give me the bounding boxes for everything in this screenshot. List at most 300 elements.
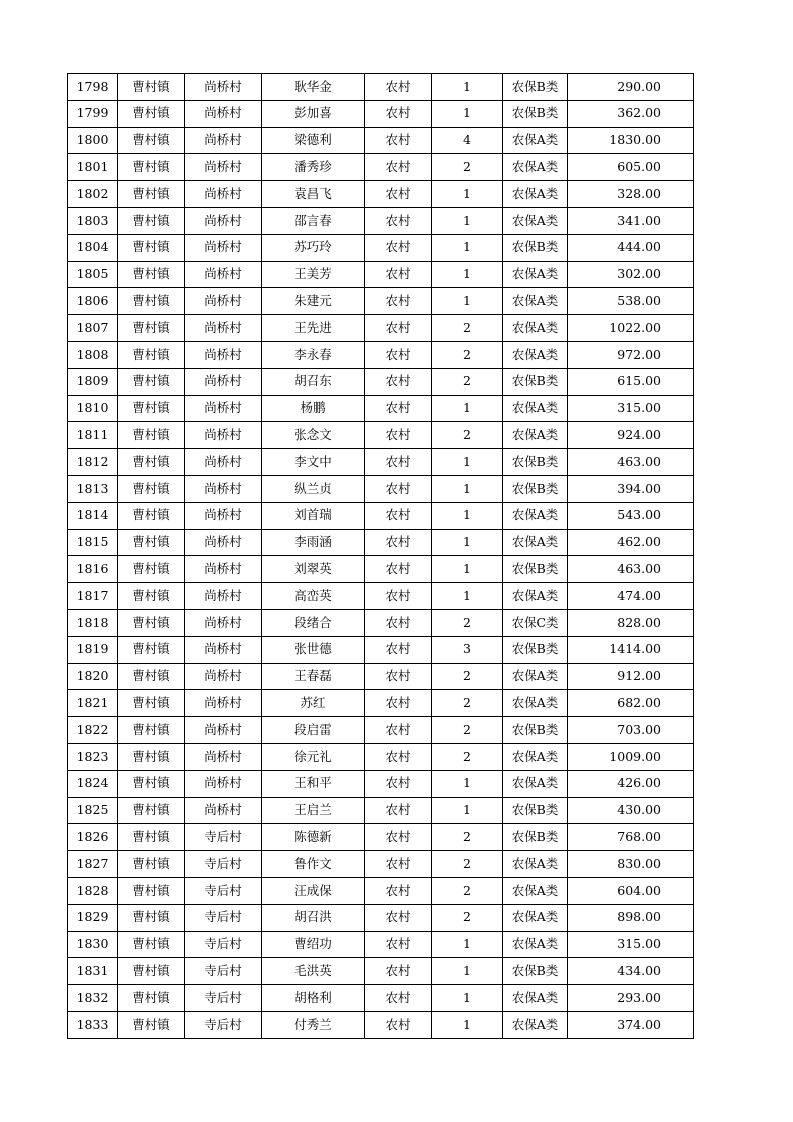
cell-person-name: 付秀兰 — [262, 1011, 365, 1038]
cell-serial-number: 1822 — [68, 717, 118, 744]
cell-insurance-category: 农保A类 — [503, 690, 568, 717]
cell-village: 尚桥村 — [185, 315, 262, 342]
cell-town: 曹村镇 — [118, 422, 185, 449]
cell-serial-number: 1826 — [68, 824, 118, 851]
cell-person-name: 王启兰 — [262, 797, 365, 824]
cell-household-type: 农村 — [365, 234, 432, 261]
cell-member-count: 2 — [432, 368, 503, 395]
cell-amount: 615.00 — [568, 368, 694, 395]
cell-member-count: 2 — [432, 609, 503, 636]
cell-insurance-category: 农保A类 — [503, 288, 568, 315]
cell-member-count: 2 — [432, 877, 503, 904]
cell-insurance-category: 农保A类 — [503, 207, 568, 234]
cell-person-name: 刘翠英 — [262, 556, 365, 583]
cell-serial-number: 1824 — [68, 770, 118, 797]
cell-insurance-category: 农保A类 — [503, 743, 568, 770]
cell-household-type: 农村 — [365, 1011, 432, 1038]
cell-insurance-category: 农保A类 — [503, 529, 568, 556]
cell-member-count: 2 — [432, 717, 503, 744]
cell-village: 尚桥村 — [185, 154, 262, 181]
cell-amount: 1009.00 — [568, 743, 694, 770]
cell-village: 尚桥村 — [185, 422, 262, 449]
cell-village: 尚桥村 — [185, 395, 262, 422]
cell-amount: 426.00 — [568, 770, 694, 797]
cell-insurance-category: 农保B类 — [503, 74, 568, 101]
cell-household-type: 农村 — [365, 100, 432, 127]
cell-household-type: 农村 — [365, 261, 432, 288]
cell-town: 曹村镇 — [118, 636, 185, 663]
table-row — [68, 904, 694, 931]
cell-person-name: 朱建元 — [262, 288, 365, 315]
cell-member-count: 3 — [432, 636, 503, 663]
cell-person-name: 胡格利 — [262, 985, 365, 1012]
cell-insurance-category: 农保B类 — [503, 717, 568, 744]
cell-insurance-category: 农保A类 — [503, 663, 568, 690]
cell-village: 尚桥村 — [185, 770, 262, 797]
cell-member-count: 1 — [432, 958, 503, 985]
cell-member-count: 1 — [432, 583, 503, 610]
cell-insurance-category: 农保A类 — [503, 904, 568, 931]
cell-person-name: 汪成保 — [262, 877, 365, 904]
cell-town: 曹村镇 — [118, 609, 185, 636]
table-row — [68, 797, 694, 824]
cell-person-name: 潘秀珍 — [262, 154, 365, 181]
cell-member-count: 2 — [432, 341, 503, 368]
cell-village: 寺后村 — [185, 851, 262, 878]
cell-village: 尚桥村 — [185, 529, 262, 556]
cell-person-name: 张世德 — [262, 636, 365, 663]
cell-person-name: 李永春 — [262, 341, 365, 368]
cell-household-type: 农村 — [365, 583, 432, 610]
cell-insurance-category: 农保B类 — [503, 449, 568, 476]
cell-village: 寺后村 — [185, 877, 262, 904]
cell-village: 寺后村 — [185, 1011, 262, 1038]
cell-person-name: 耿华金 — [262, 74, 365, 101]
cell-amount: 605.00 — [568, 154, 694, 181]
roster-body — [68, 74, 694, 1039]
cell-town: 曹村镇 — [118, 181, 185, 208]
cell-town: 曹村镇 — [118, 663, 185, 690]
cell-insurance-category: 农保C类 — [503, 609, 568, 636]
cell-serial-number: 1816 — [68, 556, 118, 583]
table-row — [68, 743, 694, 770]
cell-amount: 1414.00 — [568, 636, 694, 663]
cell-village: 尚桥村 — [185, 449, 262, 476]
cell-member-count: 1 — [432, 985, 503, 1012]
cell-person-name: 苏红 — [262, 690, 365, 717]
cell-town: 曹村镇 — [118, 931, 185, 958]
table-row — [68, 502, 694, 529]
table-row — [68, 315, 694, 342]
cell-household-type: 农村 — [365, 985, 432, 1012]
cell-person-name: 刘首瑞 — [262, 502, 365, 529]
cell-town: 曹村镇 — [118, 556, 185, 583]
cell-amount: 463.00 — [568, 449, 694, 476]
cell-serial-number: 1809 — [68, 368, 118, 395]
cell-amount: 341.00 — [568, 207, 694, 234]
cell-insurance-category: 农保A类 — [503, 770, 568, 797]
cell-household-type: 农村 — [365, 690, 432, 717]
table-row — [68, 422, 694, 449]
cell-household-type: 农村 — [365, 502, 432, 529]
cell-insurance-category: 农保A类 — [503, 261, 568, 288]
cell-household-type: 农村 — [365, 904, 432, 931]
cell-amount: 474.00 — [568, 583, 694, 610]
cell-amount: 463.00 — [568, 556, 694, 583]
cell-amount: 293.00 — [568, 985, 694, 1012]
cell-insurance-category: 农保B类 — [503, 234, 568, 261]
table-row — [68, 985, 694, 1012]
cell-insurance-category: 农保A类 — [503, 851, 568, 878]
table-row — [68, 100, 694, 127]
cell-insurance-category: 农保A类 — [503, 341, 568, 368]
cell-insurance-category: 农保B类 — [503, 958, 568, 985]
cell-member-count: 1 — [432, 181, 503, 208]
cell-household-type: 农村 — [365, 851, 432, 878]
cell-person-name: 王美芳 — [262, 261, 365, 288]
cell-serial-number: 1812 — [68, 449, 118, 476]
cell-town: 曹村镇 — [118, 341, 185, 368]
cell-household-type: 农村 — [365, 74, 432, 101]
cell-member-count: 1 — [432, 931, 503, 958]
table-row — [68, 475, 694, 502]
cell-village: 尚桥村 — [185, 341, 262, 368]
cell-person-name: 鲁作文 — [262, 851, 365, 878]
cell-town: 曹村镇 — [118, 315, 185, 342]
cell-town: 曹村镇 — [118, 207, 185, 234]
cell-insurance-category: 农保B类 — [503, 368, 568, 395]
cell-household-type: 农村 — [365, 824, 432, 851]
cell-household-type: 农村 — [365, 288, 432, 315]
table-row — [68, 877, 694, 904]
cell-household-type: 农村 — [365, 609, 432, 636]
cell-serial-number: 1815 — [68, 529, 118, 556]
cell-member-count: 2 — [432, 743, 503, 770]
cell-member-count: 1 — [432, 288, 503, 315]
cell-person-name: 曹绍功 — [262, 931, 365, 958]
table-row — [68, 341, 694, 368]
cell-member-count: 1 — [432, 449, 503, 476]
cell-household-type: 农村 — [365, 797, 432, 824]
cell-town: 曹村镇 — [118, 985, 185, 1012]
table-row — [68, 368, 694, 395]
cell-amount: 924.00 — [568, 422, 694, 449]
cell-household-type: 农村 — [365, 770, 432, 797]
cell-member-count: 2 — [432, 904, 503, 931]
cell-household-type: 农村 — [365, 449, 432, 476]
cell-person-name: 段启雷 — [262, 717, 365, 744]
cell-person-name: 李雨涵 — [262, 529, 365, 556]
cell-town: 曹村镇 — [118, 449, 185, 476]
cell-village: 尚桥村 — [185, 583, 262, 610]
table-row — [68, 556, 694, 583]
cell-member-count: 1 — [432, 74, 503, 101]
cell-serial-number: 1827 — [68, 851, 118, 878]
cell-household-type: 农村 — [365, 207, 432, 234]
cell-town: 曹村镇 — [118, 877, 185, 904]
cell-amount: 703.00 — [568, 717, 694, 744]
cell-insurance-category: 农保A类 — [503, 395, 568, 422]
table-row — [68, 663, 694, 690]
cell-village: 尚桥村 — [185, 636, 262, 663]
cell-insurance-category: 农保A类 — [503, 931, 568, 958]
cell-insurance-category: 农保A类 — [503, 315, 568, 342]
cell-town: 曹村镇 — [118, 958, 185, 985]
table-row — [68, 207, 694, 234]
cell-serial-number: 1799 — [68, 100, 118, 127]
cell-member-count: 2 — [432, 851, 503, 878]
cell-insurance-category: 农保B类 — [503, 824, 568, 851]
cell-member-count: 2 — [432, 663, 503, 690]
cell-serial-number: 1798 — [68, 74, 118, 101]
cell-serial-number: 1800 — [68, 127, 118, 154]
table-row — [68, 770, 694, 797]
cell-insurance-category: 农保A类 — [503, 583, 568, 610]
cell-person-name: 王和平 — [262, 770, 365, 797]
cell-person-name: 徐元礼 — [262, 743, 365, 770]
cell-member-count: 1 — [432, 797, 503, 824]
cell-person-name: 胡召洪 — [262, 904, 365, 931]
cell-member-count: 1 — [432, 234, 503, 261]
cell-person-name: 梁德利 — [262, 127, 365, 154]
cell-serial-number: 1808 — [68, 341, 118, 368]
cell-town: 曹村镇 — [118, 154, 185, 181]
cell-amount: 828.00 — [568, 609, 694, 636]
cell-amount: 302.00 — [568, 261, 694, 288]
cell-town: 曹村镇 — [118, 851, 185, 878]
cell-village: 寺后村 — [185, 985, 262, 1012]
cell-person-name: 王先进 — [262, 315, 365, 342]
cell-household-type: 农村 — [365, 127, 432, 154]
cell-town: 曹村镇 — [118, 583, 185, 610]
cell-person-name: 张念文 — [262, 422, 365, 449]
cell-serial-number: 1802 — [68, 181, 118, 208]
table-row — [68, 609, 694, 636]
cell-household-type: 农村 — [365, 556, 432, 583]
cell-household-type: 农村 — [365, 315, 432, 342]
cell-serial-number: 1825 — [68, 797, 118, 824]
cell-member-count: 2 — [432, 690, 503, 717]
table-row — [68, 449, 694, 476]
cell-serial-number: 1830 — [68, 931, 118, 958]
cell-amount: 374.00 — [568, 1011, 694, 1038]
cell-insurance-category: 农保A类 — [503, 985, 568, 1012]
cell-town: 曹村镇 — [118, 770, 185, 797]
cell-serial-number: 1831 — [68, 958, 118, 985]
table-row — [68, 127, 694, 154]
cell-insurance-category: 农保B类 — [503, 475, 568, 502]
cell-household-type: 农村 — [365, 395, 432, 422]
table-row — [68, 529, 694, 556]
cell-serial-number: 1805 — [68, 261, 118, 288]
cell-household-type: 农村 — [365, 368, 432, 395]
cell-village: 尚桥村 — [185, 181, 262, 208]
cell-household-type: 农村 — [365, 931, 432, 958]
table-row — [68, 931, 694, 958]
cell-member-count: 1 — [432, 770, 503, 797]
table-row — [68, 583, 694, 610]
cell-serial-number: 1807 — [68, 315, 118, 342]
cell-amount: 682.00 — [568, 690, 694, 717]
cell-household-type: 农村 — [365, 958, 432, 985]
cell-member-count: 4 — [432, 127, 503, 154]
cell-amount: 830.00 — [568, 851, 694, 878]
table-row — [68, 1011, 694, 1038]
cell-member-count: 1 — [432, 207, 503, 234]
cell-person-name: 段绪合 — [262, 609, 365, 636]
cell-amount: 434.00 — [568, 958, 694, 985]
table-row — [68, 958, 694, 985]
cell-household-type: 农村 — [365, 181, 432, 208]
cell-household-type: 农村 — [365, 475, 432, 502]
table-row — [68, 824, 694, 851]
cell-amount: 543.00 — [568, 502, 694, 529]
cell-town: 曹村镇 — [118, 743, 185, 770]
cell-village: 尚桥村 — [185, 127, 262, 154]
cell-town: 曹村镇 — [118, 395, 185, 422]
cell-village: 尚桥村 — [185, 663, 262, 690]
cell-person-name: 王春磊 — [262, 663, 365, 690]
cell-insurance-category: 农保B类 — [503, 556, 568, 583]
cell-amount: 1022.00 — [568, 315, 694, 342]
cell-person-name: 彭加喜 — [262, 100, 365, 127]
table-row — [68, 717, 694, 744]
cell-insurance-category: 农保A类 — [503, 181, 568, 208]
cell-insurance-category: 农保A类 — [503, 877, 568, 904]
cell-serial-number: 1828 — [68, 877, 118, 904]
cell-village: 寺后村 — [185, 931, 262, 958]
cell-insurance-category: 农保B类 — [503, 100, 568, 127]
cell-serial-number: 1811 — [68, 422, 118, 449]
cell-town: 曹村镇 — [118, 717, 185, 744]
table-row — [68, 74, 694, 101]
cell-amount: 430.00 — [568, 797, 694, 824]
cell-village: 寺后村 — [185, 904, 262, 931]
cell-insurance-category: 农保A类 — [503, 154, 568, 181]
cell-person-name: 高峦英 — [262, 583, 365, 610]
cell-serial-number: 1829 — [68, 904, 118, 931]
cell-amount: 972.00 — [568, 341, 694, 368]
cell-insurance-category: 农保B类 — [503, 797, 568, 824]
cell-serial-number: 1823 — [68, 743, 118, 770]
cell-amount: 912.00 — [568, 663, 694, 690]
cell-amount: 538.00 — [568, 288, 694, 315]
cell-serial-number: 1819 — [68, 636, 118, 663]
cell-town: 曹村镇 — [118, 690, 185, 717]
table-row — [68, 181, 694, 208]
table-row — [68, 234, 694, 261]
cell-serial-number: 1804 — [68, 234, 118, 261]
cell-person-name: 邵言春 — [262, 207, 365, 234]
cell-household-type: 农村 — [365, 717, 432, 744]
cell-town: 曹村镇 — [118, 1011, 185, 1038]
cell-town: 曹村镇 — [118, 368, 185, 395]
cell-person-name: 李文中 — [262, 449, 365, 476]
table-row — [68, 395, 694, 422]
cell-member-count: 1 — [432, 100, 503, 127]
cell-town: 曹村镇 — [118, 74, 185, 101]
cell-amount: 328.00 — [568, 181, 694, 208]
cell-member-count: 2 — [432, 315, 503, 342]
cell-amount: 898.00 — [568, 904, 694, 931]
cell-village: 尚桥村 — [185, 74, 262, 101]
cell-person-name: 陈德新 — [262, 824, 365, 851]
cell-insurance-category: 农保A类 — [503, 502, 568, 529]
cell-village: 尚桥村 — [185, 556, 262, 583]
cell-person-name: 纵兰贞 — [262, 475, 365, 502]
cell-town: 曹村镇 — [118, 288, 185, 315]
cell-amount: 394.00 — [568, 475, 694, 502]
table-row — [68, 690, 694, 717]
cell-serial-number: 1803 — [68, 207, 118, 234]
cell-household-type: 农村 — [365, 154, 432, 181]
cell-amount: 362.00 — [568, 100, 694, 127]
cell-person-name: 胡召东 — [262, 368, 365, 395]
cell-town: 曹村镇 — [118, 904, 185, 931]
cell-village: 尚桥村 — [185, 475, 262, 502]
cell-serial-number: 1813 — [68, 475, 118, 502]
table-row — [68, 851, 694, 878]
cell-village: 尚桥村 — [185, 288, 262, 315]
cell-village: 尚桥村 — [185, 502, 262, 529]
table-row — [68, 154, 694, 181]
cell-person-name: 袁昌飞 — [262, 181, 365, 208]
cell-serial-number: 1806 — [68, 288, 118, 315]
cell-member-count: 1 — [432, 475, 503, 502]
cell-village: 尚桥村 — [185, 690, 262, 717]
cell-amount: 315.00 — [568, 931, 694, 958]
cell-town: 曹村镇 — [118, 824, 185, 851]
cell-household-type: 农村 — [365, 743, 432, 770]
cell-amount: 315.00 — [568, 395, 694, 422]
cell-serial-number: 1814 — [68, 502, 118, 529]
cell-town: 曹村镇 — [118, 529, 185, 556]
cell-member-count: 1 — [432, 529, 503, 556]
cell-member-count: 1 — [432, 261, 503, 288]
cell-member-count: 1 — [432, 556, 503, 583]
cell-serial-number: 1818 — [68, 609, 118, 636]
cell-member-count: 1 — [432, 1011, 503, 1038]
cell-person-name: 苏巧玲 — [262, 234, 365, 261]
cell-village: 尚桥村 — [185, 207, 262, 234]
cell-household-type: 农村 — [365, 663, 432, 690]
cell-serial-number: 1820 — [68, 663, 118, 690]
cell-town: 曹村镇 — [118, 234, 185, 261]
table-row — [68, 288, 694, 315]
cell-amount: 290.00 — [568, 74, 694, 101]
cell-village: 寺后村 — [185, 824, 262, 851]
cell-town: 曹村镇 — [118, 797, 185, 824]
cell-serial-number: 1821 — [68, 690, 118, 717]
cell-member-count: 1 — [432, 395, 503, 422]
cell-serial-number: 1810 — [68, 395, 118, 422]
cell-household-type: 农村 — [365, 636, 432, 663]
cell-amount: 604.00 — [568, 877, 694, 904]
cell-town: 曹村镇 — [118, 502, 185, 529]
cell-insurance-category: 农保A类 — [503, 422, 568, 449]
cell-village: 尚桥村 — [185, 234, 262, 261]
cell-household-type: 农村 — [365, 877, 432, 904]
cell-household-type: 农村 — [365, 529, 432, 556]
cell-serial-number: 1801 — [68, 154, 118, 181]
cell-village: 尚桥村 — [185, 100, 262, 127]
cell-member-count: 2 — [432, 824, 503, 851]
cell-person-name: 毛洪英 — [262, 958, 365, 985]
cell-town: 曹村镇 — [118, 475, 185, 502]
cell-town: 曹村镇 — [118, 261, 185, 288]
cell-village: 尚桥村 — [185, 368, 262, 395]
cell-insurance-category: 农保A类 — [503, 1011, 568, 1038]
